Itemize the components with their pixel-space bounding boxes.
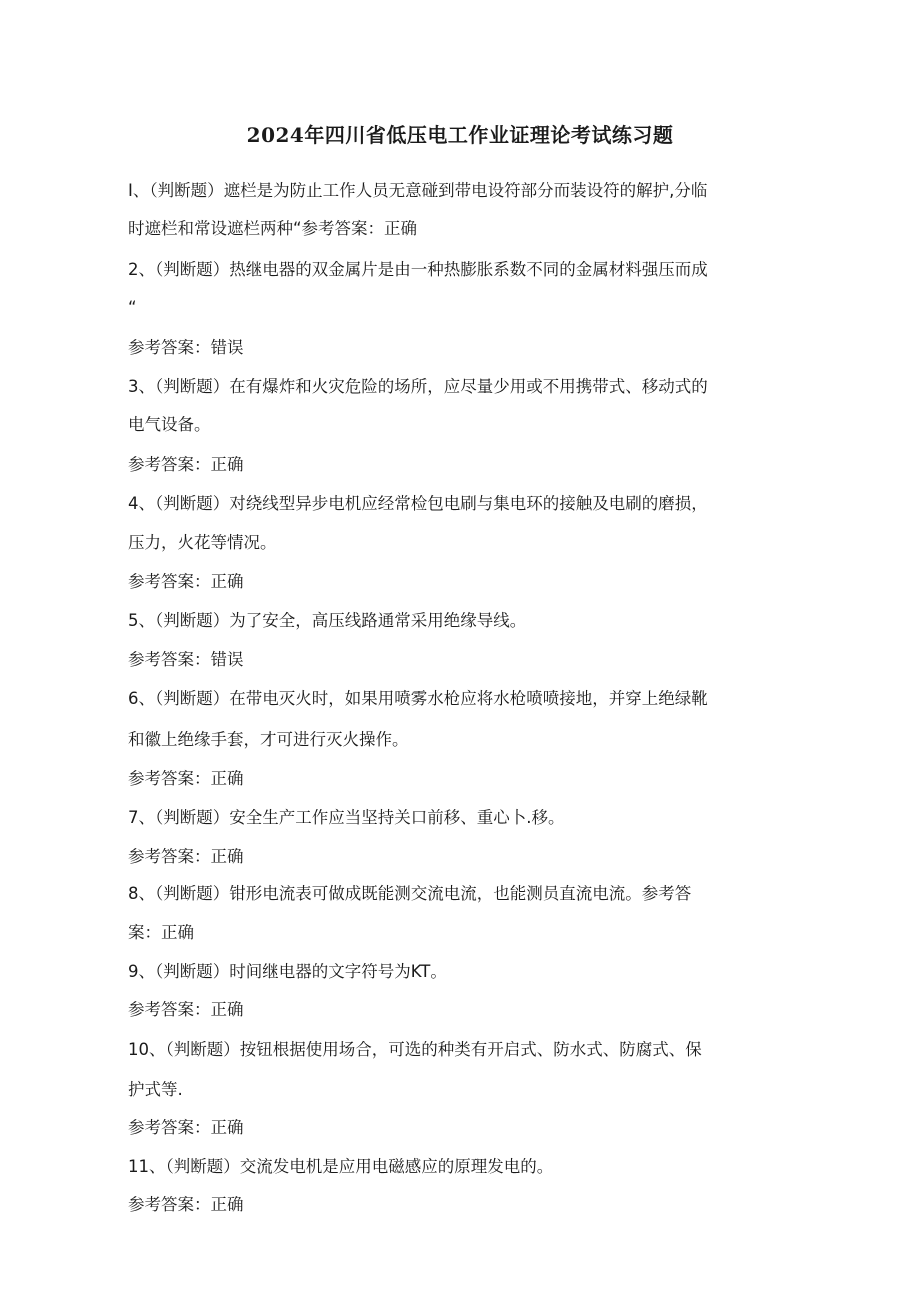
question-text: I、（判断题）遮栏是为防止工作人员无意碰到带电设符部分而装设符的解护,分临 (128, 181, 708, 200)
page-title: 2024年四川省低压电工作业证理论考试练习题 (246, 123, 674, 147)
answer-text: 参考答案：正确 (128, 1000, 244, 1019)
question-text: 电气设备。 (128, 415, 211, 434)
answer-text: 参考答案：正确 (128, 455, 244, 474)
answer-text: 参考答案：正确 (128, 1118, 244, 1137)
answer-text: 参考答案：错误 (128, 338, 244, 357)
question-text: 案：正确 (128, 923, 194, 942)
answer-text: 参考答案：错误 (128, 650, 244, 669)
answer-text: 参考答案：正确 (128, 769, 244, 788)
question-text: 4、（判断题）对绕线型异步电机应经常检包电刷与集电环的接触及电刷的磨损， (128, 494, 708, 513)
question-text: 2、（判断题）热继电器的双金属片是由一种热膨胀系数不同的金属材料强压而成 (128, 260, 708, 279)
question-text: 压力，火花等情况。 (128, 533, 277, 552)
answer-text: 参考答案：正确 (128, 572, 244, 591)
answer-text: 参考答案：正确 (128, 1195, 244, 1214)
question-text: 6、（判断题）在带电灭火时，如果用喷雾水枪应将水枪喷喷接地，并穿上绝绿靴 (128, 689, 708, 708)
question-text: 3、（判断题）在有爆炸和火灾危险的场所，应尽量少用或不用携带式、移动式的 (128, 377, 708, 396)
question-text: 8、（判断题）钳形电流表可做成既能测交流电流，也能测员直流电流。参考答 (128, 884, 692, 903)
question-text: 7、（判断题）安全生产工作应当坚持关口前移、重心卜.移。 (128, 808, 565, 827)
question-text: 5、（判断题）为了安全，高压线路通常采用绝缘导线。 (128, 611, 527, 630)
question-text: 10、（判断题）按钮根据使用场合，可选的种类有开启式、防水式、防腐式、保 (128, 1040, 702, 1059)
question-text: “ (128, 298, 137, 317)
question-text: 时遮栏和常设遮栏两种“参考答案：正确 (128, 219, 418, 238)
question-text: 11、（判断题）交流发电机是应用电磁感应的原理发电的。 (128, 1157, 554, 1176)
answer-text: 参考答案：正确 (128, 847, 244, 866)
question-text: 9、（判断题）时间继电器的文字符号为KT。 (128, 962, 447, 981)
question-text: 护式等. (128, 1080, 183, 1099)
question-text: 和徽上绝缘手套，才可进行灭火操作。 (128, 730, 409, 749)
